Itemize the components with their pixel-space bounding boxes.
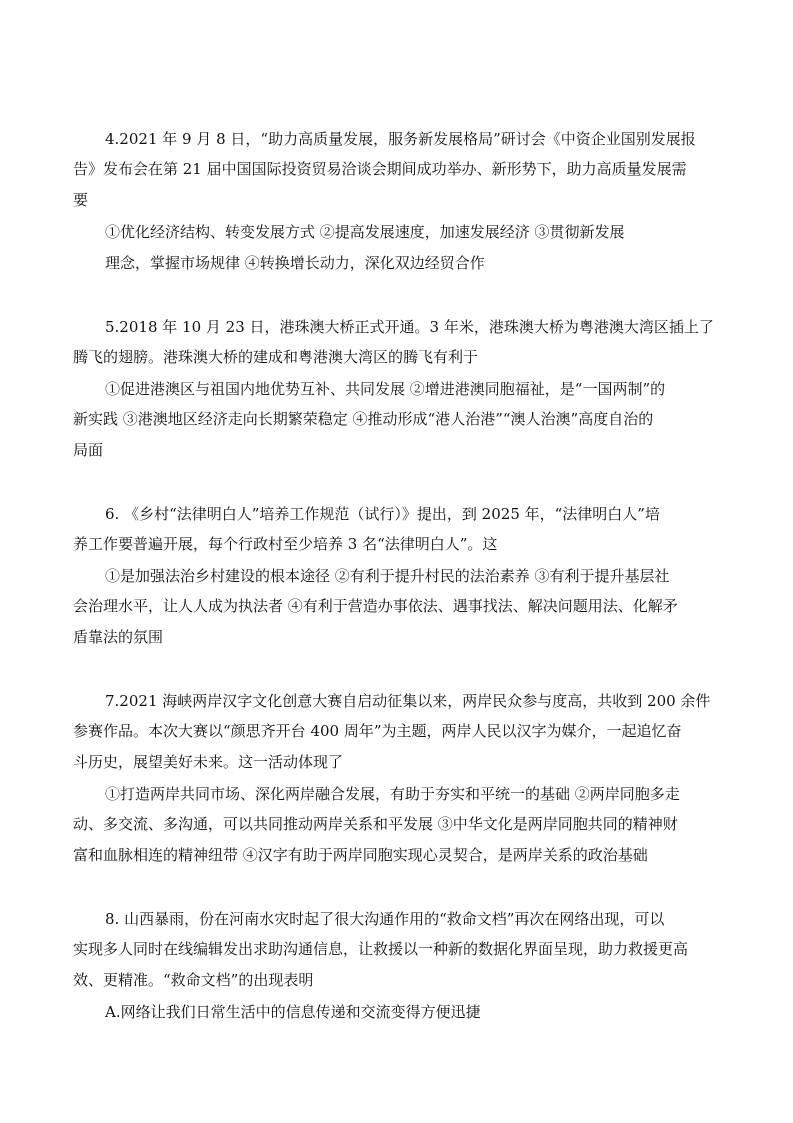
q7-stem-line-2: 参赛作品。本次大赛以“颜思齐开台 400 周年”为主题，两岸人民以汉字为媒介，一起追忆奋 (73, 722, 682, 740)
q7-item-line-2: 动、多交流、多沟通，可以共同推动两岸关系和平发展 ③中华文化是两岸同胞共同的精神财 (73, 815, 678, 833)
q5-stem-line-2: 腾飞的翅膀。港珠澳大桥的建成和粤港澳大湾区的腾飞有利于 (73, 348, 479, 366)
q8-option-a[interactable]: A.网络让我们日常生活中的信息传递和交流变得方便迅捷 (105, 1003, 481, 1021)
q6-stem-line-1: 6. 《乡村“法律明白人”培养工作规范（试行）》提出，到 2025 年，“法律明白人”培 (105, 505, 660, 523)
q8-stem-line-1: 8. 山西暴雨，份在河南水灾时起了很大沟通作用的“救命文档”再次在网络出现，可以 (105, 910, 665, 928)
q6-stem-line-2: 养工作要普遍开展，每个行政村至少培养 3 名“法律明白人”。这 (73, 535, 498, 553)
q6-item-line-3: 盾靠法的氛围 (73, 628, 164, 646)
q4-stem-line-3: 要 (73, 191, 89, 209)
q7-stem-line-3: 斗历史，展望美好未来。这一活动体现了 (73, 753, 344, 771)
q8-stem-line-2: 实现多人同时在线编辑发出求助沟通信息，让救援以一种新的数据化界面呈现，助力救援更高 (73, 940, 689, 958)
q5-stem-line-1: 5.2018 年 10 月 23 日，港珠澳大桥正式开通。3 年米，港珠澳大桥为粤港澳大湾区插上了 (105, 318, 714, 336)
q4-stem-line-2: 告》发布会在第 21 届中国国际投资贸易洽谈会期间成功举办、新形势下，助力高质量发展需 (73, 160, 687, 178)
q4-stem-line-1: 4.2021 年 9 月 8 日，“助力高质量发展，服务新发展格局”研讨会《中资企业国别发展报 (105, 130, 696, 148)
q6-item-line-2: 会治理水平，让人人成为执法者 ④有利于营造办事依法、遇事找法、解决问题用法、化解矛 (73, 597, 678, 615)
q7-item-line-3: 富和血脉相连的精神纽带 ④汉字有助于两岸同胞实现心灵契合，是两岸关系的政治基础 (73, 846, 648, 864)
q5-item-line-3: 局面 (73, 441, 104, 459)
q5-item-line-2: 新实践 ③港澳地区经济走向长期繁荣稳定 ④推动形成“港人治港”“澳人治澳”高度自治的 (73, 410, 654, 428)
q5-item-line-1: ①促进港澳区与祖国内地优势互补、共同发展 ②增进港澳同胞福祉，是“一国两制”的 (105, 380, 666, 398)
q7-item-line-1: ①打造两岸共同市场、深化两岸融合发展，有助于夯实和平统一的基础 ②两岸同胞多走 (105, 785, 680, 803)
q4-item-line-1: ①优化经济结构、转变发展方式 ②提高发展速度，加速发展经济 ③贯彻新发展 (105, 223, 625, 241)
q7-stem-line-1: 7.2021 海峡两岸汉字文化创意大赛自启动征集以来，两岸民众参与度高，共收到 200 余件 (105, 692, 711, 710)
q6-item-line-1: ①是加强法治乡村建设的根本途径 ②有利于提升村民的法治素养 ③有利于提升基层社 (105, 567, 670, 585)
q8-stem-line-3: 效、更精准。“救命文档”的出现表明 (73, 971, 314, 989)
q4-item-line-2: 理念，掌握市场规律 ④转换增长动力，深化双边经贸合作 (105, 254, 485, 272)
